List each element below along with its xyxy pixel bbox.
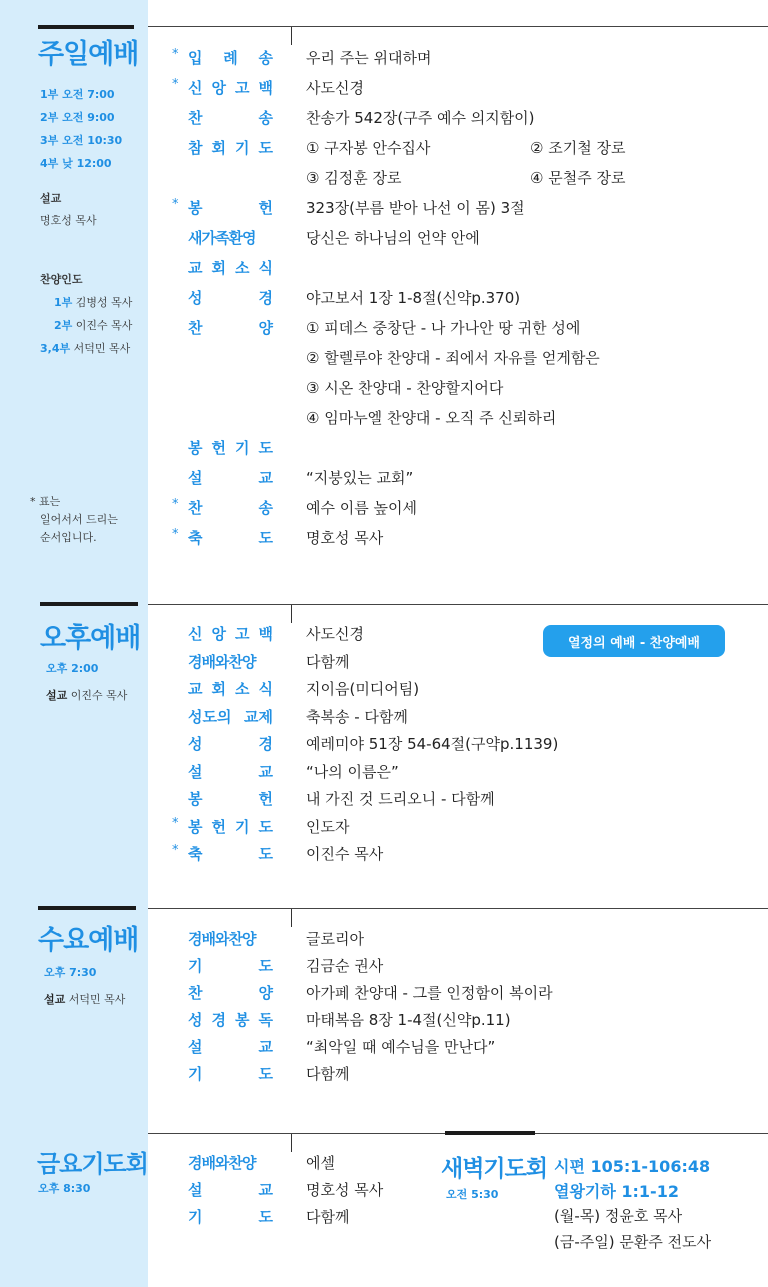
order-label: 경배와찬양 (188, 1154, 256, 1172)
order-label: 축 도 (188, 845, 273, 863)
standing-marker: * (172, 497, 179, 512)
order-content: 찬송가 542장(구주 예수 의지함이) (306, 109, 535, 127)
order-label: 설 교 (188, 1038, 273, 1056)
order-label: 봉 헌 (188, 790, 273, 808)
dawn-leader-2: (금-주일) 문환주 전도사 (554, 1233, 712, 1251)
wednesday-title-bar (38, 906, 136, 910)
order-label: 봉 헌 기 도 (188, 817, 273, 836)
standing-note-3: 순서입니다. (40, 531, 97, 544)
order-content: 사도신경 (306, 625, 364, 643)
dawn-time: 오전 5:30 (446, 1188, 499, 1201)
praise-leader-3: 3,4부 서덕민 목사 (40, 342, 131, 355)
sunday-title: 주일예배 (38, 39, 139, 70)
order-content: 에셀 (306, 1154, 335, 1172)
dawn-passage-2: 열왕기하 1:1-12 (554, 1182, 679, 1201)
order-content: 다함께 (306, 1065, 350, 1083)
order-label: 입 례 송 (188, 49, 273, 67)
order-label: 설 교 (188, 1181, 273, 1199)
order-label: 찬 송 (188, 109, 273, 127)
sunday-time-3: 3부 오전 10:30 (40, 134, 123, 147)
sunday-time-2: 2부 오전 9:00 (40, 111, 115, 124)
order-label: 찬 양 (188, 984, 273, 1002)
standing-note-1: * 표는 (30, 495, 61, 508)
afternoon-title: 오후예배 (40, 623, 141, 654)
order-content: 323장(부름 받아 나선 이 몸) 3절 (306, 199, 525, 217)
top-divider (148, 26, 768, 27)
friday-title: 금요기도회 (37, 1150, 148, 1178)
afternoon-time: 오후 2:00 (46, 662, 99, 675)
sunday-sermon-label: 설교 (40, 192, 62, 205)
wednesday-time: 오후 7:30 (44, 966, 97, 979)
order-content: “지붕있는 교회” (306, 469, 414, 487)
order-content-secondary: ② 조기철 장로 (530, 139, 626, 157)
order-content: ② 할렐루야 찬양대 - 죄에서 자유를 얻게함은 (306, 349, 600, 367)
standing-marker: * (172, 843, 179, 858)
afternoon-title-bar (40, 602, 138, 606)
order-label: 기 도 (188, 1065, 273, 1083)
standing-marker: * (172, 47, 179, 62)
order-label: 성 경 (188, 289, 273, 307)
order-content: 인도자 (306, 817, 350, 836)
afternoon-divider (148, 604, 768, 605)
order-content: 다함께 (306, 652, 350, 671)
order-content: 축복송 - 다함께 (306, 707, 408, 726)
dawn-leader-1: (월-목) 정윤호 목사 (554, 1207, 683, 1225)
wednesday-sermon: 설교 서덕민 목사 (44, 993, 126, 1006)
order-content: 당신은 하나님의 언약 안에 (306, 229, 480, 247)
order-label: 참 회 기 도 (188, 139, 273, 157)
order-label: 기 도 (188, 1208, 273, 1226)
order-label: 성 경 봉 독 (188, 1011, 273, 1029)
order-label: 신 앙 고 백 (188, 625, 273, 643)
order-content-secondary: ④ 문철주 장로 (530, 169, 626, 187)
order-content: “나의 이름은” (306, 762, 399, 781)
order-label: 축 도 (188, 529, 273, 547)
order-content: ① 피데스 중창단 - 나 가나안 땅 귀한 성에 (306, 319, 581, 337)
order-content: 내 가진 것 드리오니 - 다함께 (306, 790, 495, 808)
order-content: 명호성 목사 (306, 529, 384, 547)
dawn-passage-1: 시편 105:1-106:48 (554, 1157, 711, 1176)
praise-leader-label: 찬양인도 (40, 273, 83, 286)
sunday-title-bar (38, 25, 134, 29)
standing-marker: * (172, 197, 179, 212)
order-content: 명호성 목사 (306, 1181, 384, 1199)
standing-marker: * (172, 77, 179, 92)
order-label: 신 앙 고 백 (188, 79, 273, 97)
order-content: 예수 이름 높이세 (306, 499, 417, 517)
wednesday-divider (148, 908, 768, 909)
order-label: 성도의 교제 (188, 707, 273, 726)
praise-leader-1: 1부 김병성 목사 (54, 296, 133, 309)
standing-marker: * (172, 815, 179, 831)
wednesday-title: 수요예배 (38, 925, 139, 956)
order-label: 경배와찬양 (188, 930, 256, 948)
order-content: ④ 임마누엘 찬양대 - 오직 주 신뢰하리 (306, 409, 557, 427)
sunday-time-4: 4부 낮 12:00 (40, 157, 112, 170)
order-label: 찬 송 (188, 499, 273, 517)
order-content: 우리 주는 위대하며 (306, 49, 432, 67)
order-content: 김금순 권사 (306, 957, 384, 975)
order-label: 성 경 (188, 735, 273, 753)
order-content: “최악일 때 예수님을 만난다” (306, 1038, 496, 1056)
friday-time: 오후 8:30 (38, 1182, 91, 1195)
order-label: 교 회 소 식 (188, 259, 273, 277)
afternoon-column-divider (291, 605, 292, 623)
order-content: 예레미야 51장 54-64절(구약p.1139) (306, 735, 559, 753)
order-label: 봉 헌 (188, 199, 273, 217)
order-label: 경배와찬양 (188, 652, 256, 671)
worship-badge: 열정의 예배 - 찬양예배 (543, 625, 725, 657)
order-label: 봉 헌 기 도 (188, 439, 273, 457)
order-label: 교 회 소 식 (188, 680, 273, 698)
order-label: 설 교 (188, 469, 273, 487)
dawn-title: 새벽기도회 (441, 1156, 548, 1182)
order-content: 사도신경 (306, 79, 364, 97)
order-content: 지이음(미디어팀) (306, 680, 420, 698)
order-label: 새가족환영 (188, 229, 256, 247)
order-content: 아가페 찬양대 - 그를 인정함이 복이라 (306, 984, 553, 1002)
sunday-time-1: 1부 오전 7:00 (40, 88, 115, 101)
order-content: 다함께 (306, 1208, 350, 1226)
standing-note-2: 일어서서 드리는 (40, 513, 118, 526)
order-label: 기 도 (188, 957, 273, 975)
order-content: 글로리아 (306, 930, 364, 948)
order-content: 마태복음 8장 1-4절(신약p.11) (306, 1011, 511, 1029)
order-content: 이진수 목사 (306, 845, 384, 863)
order-content: ③ 김정훈 장로 (306, 169, 402, 187)
order-label: 설 교 (188, 762, 273, 781)
friday-column-divider (291, 1134, 292, 1152)
dawn-title-bar (445, 1131, 535, 1135)
wednesday-column-divider (291, 909, 292, 927)
sunday-column-divider (291, 27, 292, 45)
praise-leader-2: 2부 이진수 목사 (54, 319, 133, 332)
standing-marker: * (172, 527, 179, 542)
order-content: ③ 시온 찬양대 - 찬양할지어다 (306, 379, 504, 397)
sunday-sermon-name: 명호성 목사 (40, 214, 97, 227)
order-content: 야고보서 1장 1-8절(신약p.370) (306, 289, 521, 307)
order-content: ① 구자봉 안수집사 (306, 139, 431, 157)
afternoon-sermon: 설교 이진수 목사 (46, 689, 128, 702)
order-label: 찬 양 (188, 319, 273, 337)
